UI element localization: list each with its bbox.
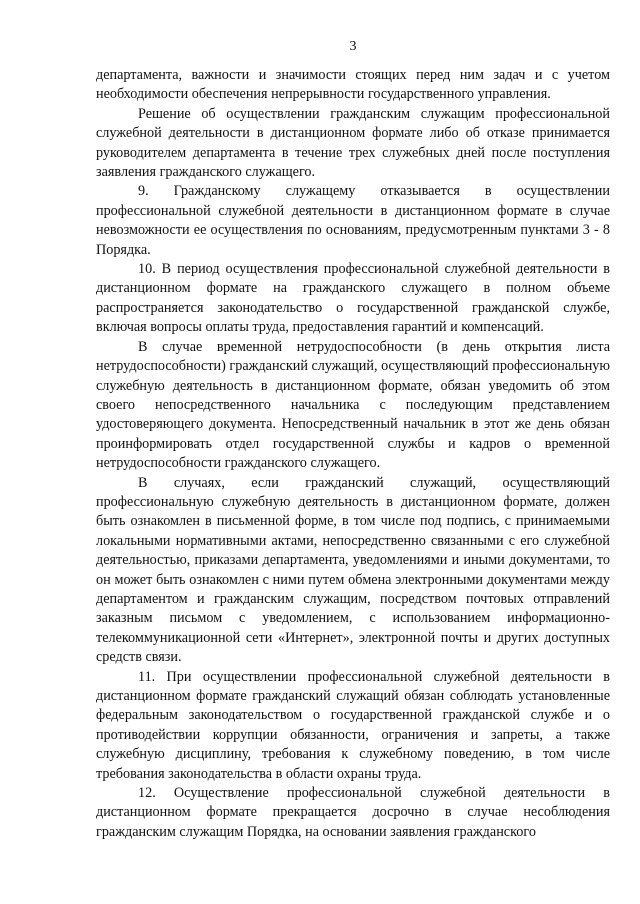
paragraph-decision: Решение об осуществлении гражданским служащим профессиональной служебной деятельности в дистанционном формате либо об отказе принимается руководителем департамента в течение трех служебных дней после поступления заявления гражданского служащего. (96, 105, 610, 181)
paragraph-item-12: 12. Осуществление профессиональной служебной деятельности в дистанционном формате прекращается досрочно в случае несоблюдения гражданским служащим Порядка, на основании заявления гражданского (96, 785, 610, 840)
paragraph-sick-leave: В случае временной нетрудоспособности (в день открытия листа нетрудоспособности) гражданский служащий, осуществляющий профессиональную служебную деятельность в дистанционном формате, обязан уведомить об этом своего непосредственного начальника с последующим представлением удостоверяющего документа. Непосредственный начальник в этот же день обязан проинформировать отдел государственной службы и кадров о временной нетрудоспособности гражданского служащего. (96, 338, 610, 472)
paragraph-item-11: 11. При осуществлении профессиональной служебной деятельности в дистанционном формате гражданский служащий обязан соблюдать установленные федеральным законодательством о государственной гражданской службе и о противодействии коррупции обязанности, ограничения и запреты, а также служебную дисциплину, требования к служебному поведению, в том числе требования законодательства в области охраны труда. (96, 668, 610, 782)
page-number: 3 (349, 39, 357, 54)
paragraph-familiarization: В случаях, если гражданский служащий, осуществляющий профессиональную служебную деятельность в дистанционном формате, должен быть ознакомлен в письменной форме, в том числе под подпись, с принимаемыми локальными нормативными актами, непосредственно связанными с его служебной деятельностью, приказами департамента, уведомлениями и иными документами, то он может быть ознакомлен с ними путем обмена электронными документами между департаментом и гражданским служащим, посредством почтовых отправлений заказным письмом с уведомлением, с использованием информационно-телекоммуникационной сети «Интернет», электронной почты и других доступных средств связи. (96, 474, 610, 666)
paragraph-item-9: 9. Гражданскому служащему отказывается в осуществлении профессиональной служебной деятельности в дистанционном формате в случае невозможности ее осуществления по основаниям, предусмотренным пунктами 3 - 8 Порядка. (96, 183, 610, 258)
paragraph-continuation: департамента, важности и значимости стоящих перед ним задач и с учетом необходимости обеспечения непрерывности государственного управления. (96, 67, 610, 103)
paragraph-item-10: 10. В период осуществления профессиональной служебной деятельности в дистанционном формате на гражданского служащего в полном объеме распространяется законодательство о государственной гражданской службе, включая вопросы оплаты труда, предоставления гарантий и компенсаций. (96, 261, 610, 336)
